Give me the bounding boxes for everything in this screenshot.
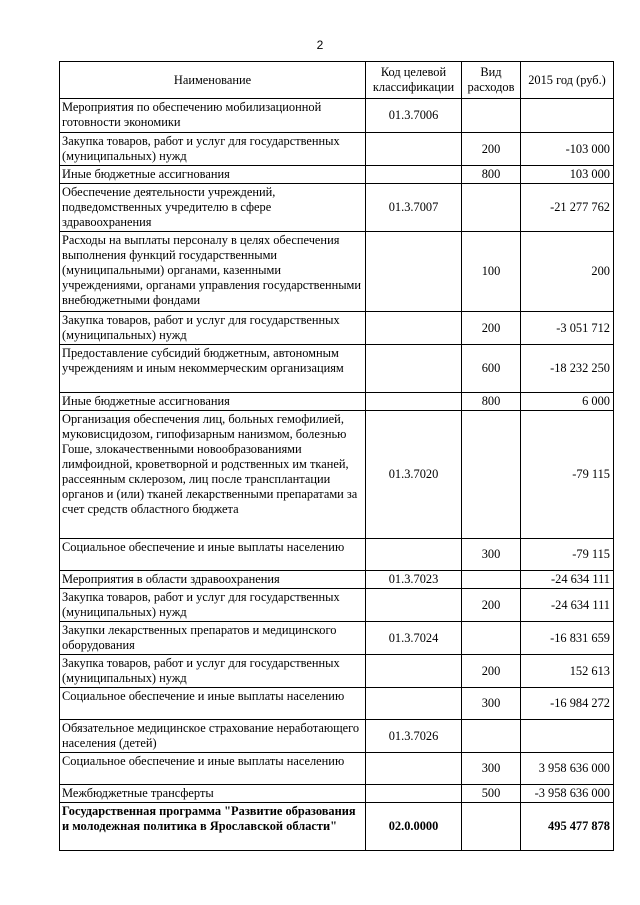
cell-kind — [462, 99, 521, 133]
cell-name: Социальное обеспечение и иные выплаты населению — [60, 539, 366, 571]
cell-code — [366, 655, 462, 688]
cell-code — [366, 589, 462, 622]
table-row — [60, 539, 614, 571]
cell-kind: 200 — [462, 133, 521, 166]
cell-name: Мероприятия по обеспечению мобилизационной готовности экономики — [60, 99, 366, 133]
header-code: Код целевой классификации — [366, 62, 462, 99]
cell-code — [366, 393, 462, 411]
cell-amount: -24 634 111 — [521, 589, 614, 622]
cell-amount: -16 831 659 — [521, 622, 614, 655]
cell-name: Мероприятия в области здравоохранения — [60, 571, 366, 589]
cell-kind: 100 — [462, 232, 521, 312]
cell-code: 01.3.7007 — [366, 184, 462, 232]
cell-code — [366, 688, 462, 720]
cell-kind: 200 — [462, 312, 521, 345]
cell-name: Социальное обеспечение и иные выплаты населению — [60, 688, 366, 720]
table-row — [60, 99, 614, 133]
cell-code — [366, 785, 462, 803]
table-row — [60, 345, 614, 393]
cell-code — [366, 133, 462, 166]
table-row — [60, 232, 614, 312]
header-amount: 2015 год (руб.) — [521, 62, 614, 99]
cell-name: Иные бюджетные ассигнования — [60, 166, 366, 184]
cell-amount: 200 — [521, 232, 614, 312]
table-row — [60, 589, 614, 622]
cell-name: Закупки лекарственных препаратов и медицинского оборудования — [60, 622, 366, 655]
table-row — [60, 166, 614, 184]
cell-kind: 600 — [462, 345, 521, 393]
cell-code — [366, 312, 462, 345]
cell-kind: 500 — [462, 785, 521, 803]
cell-code: 01.3.7024 — [366, 622, 462, 655]
page-number: 2 — [316, 38, 324, 52]
table-row — [60, 753, 614, 785]
cell-kind: 300 — [462, 753, 521, 785]
cell-code — [366, 232, 462, 312]
table-row — [60, 655, 614, 688]
cell-code: 01.3.7006 — [366, 99, 462, 133]
cell-kind: 800 — [462, 166, 521, 184]
cell-kind: 300 — [462, 539, 521, 571]
cell-name: Социальное обеспечение и иные выплаты населению — [60, 753, 366, 785]
cell-kind — [462, 803, 521, 851]
cell-kind — [462, 184, 521, 232]
cell-code: 01.3.7023 — [366, 571, 462, 589]
table-row — [60, 571, 614, 589]
cell-code: 01.3.7026 — [366, 720, 462, 753]
cell-name: Организация обеспечения лиц, больных гемофилией, муковисцидозом, гипофизарным нанизмом, болезнью Гоше, злокачественными новообразованиями лимфоидной, кроветворной и родственных им тканей, рассеянным склерозом, лиц после трансплантации органов и (или) тканей лекарственными препаратами за счет средств областного бюджета — [60, 411, 366, 539]
cell-amount: -3 051 712 — [521, 312, 614, 345]
table-row — [60, 803, 614, 851]
header-name: Наименование — [60, 62, 366, 99]
cell-code: 02.0.0000 — [366, 803, 462, 851]
table-row — [60, 133, 614, 166]
table-row — [60, 411, 614, 539]
cell-amount: -79 115 — [521, 411, 614, 539]
cell-amount: -21 277 762 — [521, 184, 614, 232]
cell-amount — [521, 99, 614, 133]
cell-amount: 495 477 878 — [521, 803, 614, 851]
table-header-row — [60, 62, 614, 99]
table-row — [60, 688, 614, 720]
cell-name: Закупка товаров, работ и услуг для государственных (муниципальных) нужд — [60, 655, 366, 688]
cell-name: Обеспечение деятельности учреждений, подведомственных учредителю в сфере здравоохранения — [60, 184, 366, 232]
cell-amount: 6 000 — [521, 393, 614, 411]
cell-amount: -18 232 250 — [521, 345, 614, 393]
cell-code — [366, 345, 462, 393]
cell-amount: -24 634 111 — [521, 571, 614, 589]
cell-amount: 103 000 — [521, 166, 614, 184]
table-row — [60, 184, 614, 232]
cell-amount: -79 115 — [521, 539, 614, 571]
cell-kind — [462, 720, 521, 753]
cell-name: Предоставление субсидий бюджетным, автономным учреждениям и иным некоммерческим организациям — [60, 345, 366, 393]
cell-kind: 300 — [462, 688, 521, 720]
cell-kind — [462, 622, 521, 655]
cell-name: Расходы на выплаты персоналу в целях обеспечения выполнения функций государственными (муниципальными) органами, казенными учреждениями, органами управления государственными внебюджетными фондами — [60, 232, 366, 312]
cell-kind: 200 — [462, 655, 521, 688]
cell-name: Закупка товаров, работ и услуг для государственных (муниципальных) нужд — [60, 589, 366, 622]
cell-kind — [462, 571, 521, 589]
cell-kind — [462, 411, 521, 539]
cell-kind: 200 — [462, 589, 521, 622]
cell-amount: 3 958 636 000 — [521, 753, 614, 785]
cell-code — [366, 539, 462, 571]
cell-name: Закупка товаров, работ и услуг для государственных (муниципальных) нужд — [60, 133, 366, 166]
cell-name: Закупка товаров, работ и услуг для государственных (муниципальных) нужд — [60, 312, 366, 345]
cell-name: Иные бюджетные ассигнования — [60, 393, 366, 411]
cell-amount: -103 000 — [521, 133, 614, 166]
cell-code — [366, 166, 462, 184]
cell-code: 01.3.7020 — [366, 411, 462, 539]
table-row — [60, 393, 614, 411]
cell-name: Государственная программа "Развитие образования и молодежная политика в Ярославской области" — [60, 803, 366, 851]
cell-amount: -16 984 272 — [521, 688, 614, 720]
cell-amount — [521, 720, 614, 753]
cell-name: Межбюджетные трансферты — [60, 785, 366, 803]
cell-amount: 152 613 — [521, 655, 614, 688]
table-row — [60, 720, 614, 753]
cell-name: Обязательное медицинское страхование неработающего населения (детей) — [60, 720, 366, 753]
table-row — [60, 785, 614, 803]
table-row — [60, 312, 614, 345]
cell-amount: -3 958 636 000 — [521, 785, 614, 803]
header-kind: Вид расходов — [462, 62, 521, 99]
budget-table — [59, 61, 614, 851]
table-row — [60, 622, 614, 655]
cell-code — [366, 753, 462, 785]
cell-kind: 800 — [462, 393, 521, 411]
